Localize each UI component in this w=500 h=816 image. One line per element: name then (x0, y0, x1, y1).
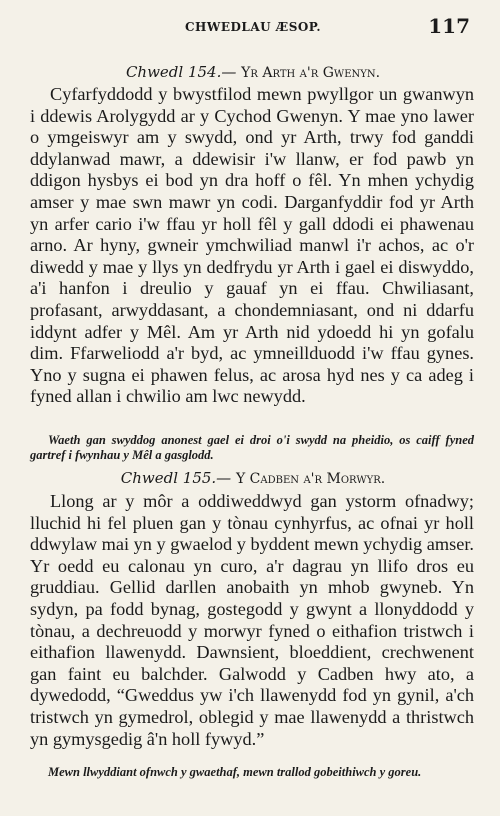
fable-text: Cyfarfyddodd y bwystfilod mewn pwyllgor un gwanwyn i ddewis Arolygydd ar y Cychod Gwenyn. Y mae yno lawer o ymgeiswyr am y swydd, ond yr Arth, trwy fod ganddi ddylanwad mawr, a ddewisir i'w llanw, er fod pawb yn ddigon hysbys ei bod yn dra hoff o fêl. Yn mhen ychydig amser y mae swn mawr yn codi. Darganfyddir fod yr Arth yn arfer cario i'w ffau yr holl fêl y gall ddodi ei phawenau arno. Ar hyny, gwneir ymchwiliad manwl i'r achos, ac o'r diwedd y mae y llys yn dedfrydu yr Arth i gael ei diswyddo, a'i hanfon i dreulio y gauaf yn ei ffau. Chwiliasant, profasant, arwyddasant, a chondemniasant, ond ni ddarfu iddynt adfer y Mêl. Am yr Arth nid ydoedd hi yn gofalu dim. Ffarweliodd a'r byd, ac ymneillduodd i'w ffau gynes. Yno y sugna ei phawen felus, ac arosa hyd nes y ca adeg i fyned allan i chwilio am lwc newydd. (30, 84, 474, 407)
running-head (36, 14, 470, 38)
fable-number: Chwedl 154.— (125, 63, 237, 81)
page-number: 117 (428, 14, 470, 38)
fable-title: Y Cadben a'r Morwyr. (235, 471, 386, 487)
fable-title: Yr Arth a'r Gwenyn. (241, 65, 381, 81)
fable-heading (36, 468, 470, 489)
fable-text: Llong ar y môr a oddiweddwyd gan ystorm ofnadwy; lluchid hi fel pluen gan y tònau cynhyrfus, ac ofnai yr holl ddwylaw mai yn y gwaelod y byddent mewn ychydig amser. Yr oedd eu calonau yn curo, a'r dagrau yn llifo dros eu gruddiau. Gellid darllen anobaith yn mhob gwyneb. Yn sydyn, pa fodd bynag, gostegodd y gwynt a llonyddodd y tònau, a dechreuodd y morwyr fyned o eithafion tristwch i eithafion llawenydd. Dawnsient, bloeddient, crechwenent gan faint eu balchder. Galwodd y Cadben hwy ato, a dywedodd, “Gweddus yw i'ch llawenydd fod yn gynil, a'ch tristwch yn gymedrol, oblegid y mae llawenydd a thristwch yn gymysgedig â'n holl fywyd.” (30, 491, 474, 749)
fable-moral: Mewn llwyddiant ofnwch y gwaethaf, mewn trallod gobeithiwch y goreu. (48, 765, 422, 779)
running-title: CHWEDLAU ÆSOP. (184, 20, 322, 34)
fable-moral: Waeth gan swyddog anonest gael ei droi o'i swydd na pheidio, os caiff fyned gartref i fwynhau y Mêl a gasglodd. (30, 433, 474, 462)
fable-number: Chwedl 155.— (120, 469, 232, 487)
fable-heading (36, 62, 470, 83)
